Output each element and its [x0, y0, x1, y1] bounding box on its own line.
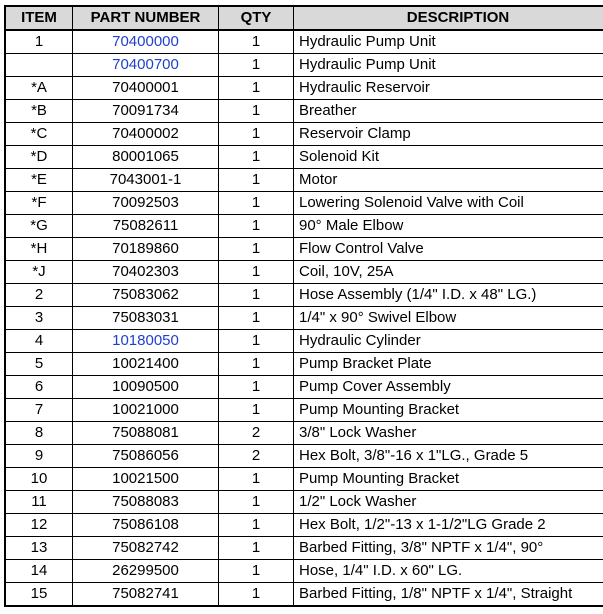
description-cell: Breather: [294, 100, 603, 123]
description-cell: Coil, 10V, 25A: [294, 261, 603, 284]
part-number-text: 10090500: [112, 378, 179, 395]
part-number-cell: [73, 583, 219, 607]
description-cell: Hose, 1/4" I.D. x 60" LG.: [294, 560, 603, 583]
qty-cell: 1: [219, 284, 294, 307]
description-cell: Hex Bolt, 3/8"-16 x 1"LG., Grade 5: [294, 445, 603, 468]
table-row: [5, 468, 603, 491]
item-cell: *E: [5, 169, 73, 192]
part-number-cell: [73, 537, 219, 560]
item-cell: *A: [5, 77, 73, 100]
part-number-cell: [73, 376, 219, 399]
table-row: [5, 330, 603, 353]
item-cell: *H: [5, 238, 73, 261]
table-row: [5, 77, 603, 100]
description-cell: Pump Mounting Bracket: [294, 468, 603, 491]
part-number-text: 75088081: [112, 424, 179, 441]
part-number-cell: [73, 514, 219, 537]
description-cell: 90° Male Elbow: [294, 215, 603, 238]
header-qty: QTY: [219, 6, 294, 30]
qty-cell: 1: [219, 583, 294, 607]
part-number-text: 10021400: [112, 355, 179, 372]
table-row: [5, 445, 603, 468]
part-number-text: 7043001-1: [109, 171, 182, 188]
description-cell: Hose Assembly (1/4" I.D. x 48" LG.): [294, 284, 603, 307]
parts-list-table: [4, 5, 603, 607]
qty-cell: 1: [219, 30, 294, 54]
qty-cell: 1: [219, 123, 294, 146]
item-cell: 6: [5, 376, 73, 399]
qty-cell: 1: [219, 192, 294, 215]
description-cell: Hydraulic Reservoir: [294, 77, 603, 100]
part-number-text: 10021500: [112, 470, 179, 487]
part-number-text: 70091734: [112, 102, 179, 119]
table-row: [5, 169, 603, 192]
header-part-number: PART NUMBER: [73, 6, 219, 30]
table-header-row: [5, 6, 603, 30]
part-number-text: 70092503: [112, 194, 179, 211]
item-cell: 7: [5, 399, 73, 422]
table-row: [5, 238, 603, 261]
qty-cell: 2: [219, 445, 294, 468]
item-cell: 15: [5, 583, 73, 607]
item-cell: 13: [5, 537, 73, 560]
description-cell: Pump Bracket Plate: [294, 353, 603, 376]
table-row: [5, 491, 603, 514]
description-cell: Pump Cover Assembly: [294, 376, 603, 399]
qty-cell: 1: [219, 146, 294, 169]
part-number-cell: [73, 422, 219, 445]
part-number-text: 75082741: [112, 585, 179, 602]
part-number-link[interactable]: [73, 54, 219, 77]
table-row: [5, 215, 603, 238]
qty-cell: 1: [219, 215, 294, 238]
qty-cell: 1: [219, 169, 294, 192]
part-number-text: 75088083: [112, 493, 179, 510]
item-cell: 3: [5, 307, 73, 330]
part-number-cell: [73, 146, 219, 169]
qty-cell: 1: [219, 537, 294, 560]
part-number-text[interactable]: 70400700: [112, 56, 179, 73]
table-row: [5, 261, 603, 284]
part-number-text: 75086056: [112, 447, 179, 464]
description-cell: Reservoir Clamp: [294, 123, 603, 146]
part-number-cell: [73, 468, 219, 491]
qty-cell: 1: [219, 399, 294, 422]
description-cell: Solenoid Kit: [294, 146, 603, 169]
part-number-text: 75083031: [112, 309, 179, 326]
part-number-cell: [73, 560, 219, 583]
description-cell: Hydraulic Pump Unit: [294, 54, 603, 77]
item-cell: *G: [5, 215, 73, 238]
part-number-cell: [73, 238, 219, 261]
qty-cell: 2: [219, 422, 294, 445]
description-cell: 1/2" Lock Washer: [294, 491, 603, 514]
item-cell: 14: [5, 560, 73, 583]
part-number-text: 26299500: [112, 562, 179, 579]
table-row: [5, 284, 603, 307]
part-number-cell: [73, 261, 219, 284]
qty-cell: 1: [219, 560, 294, 583]
qty-cell: 1: [219, 330, 294, 353]
table-row: [5, 353, 603, 376]
part-number-text: 75086108: [112, 516, 179, 533]
table-row: [5, 583, 603, 607]
table-row: [5, 514, 603, 537]
part-number-text: 80001065: [112, 148, 179, 165]
part-number-cell: [73, 307, 219, 330]
part-number-text: 75083062: [112, 286, 179, 303]
description-cell: Barbed Fitting, 3/8" NPTF x 1/4", 90°: [294, 537, 603, 560]
part-number-cell: [73, 215, 219, 238]
item-cell: 5: [5, 353, 73, 376]
table-row: [5, 422, 603, 445]
item-cell: 11: [5, 491, 73, 514]
table-row: [5, 376, 603, 399]
item-cell: *C: [5, 123, 73, 146]
part-number-text: 75082742: [112, 539, 179, 556]
qty-cell: 1: [219, 100, 294, 123]
part-number-cell: [73, 399, 219, 422]
description-cell: Hydraulic Pump Unit: [294, 30, 603, 54]
item-cell: 10: [5, 468, 73, 491]
part-number-text: 70189860: [112, 240, 179, 257]
qty-cell: 1: [219, 307, 294, 330]
part-number-cell: [73, 445, 219, 468]
table-row: [5, 307, 603, 330]
description-cell: 1/4" x 90° Swivel Elbow: [294, 307, 603, 330]
header-item: ITEM: [5, 6, 73, 30]
part-number-cell: [73, 169, 219, 192]
part-number-text: 75082611: [112, 217, 179, 234]
qty-cell: 1: [219, 77, 294, 100]
qty-cell: 1: [219, 353, 294, 376]
table-row: [5, 399, 603, 422]
part-number-cell: [73, 491, 219, 514]
description-cell: Lowering Solenoid Valve with Coil: [294, 192, 603, 215]
header-description: DESCRIPTION: [294, 6, 603, 30]
item-cell: 2: [5, 284, 73, 307]
qty-cell: 1: [219, 261, 294, 284]
table-row: [5, 192, 603, 215]
item-cell: 1: [5, 30, 73, 54]
qty-cell: 1: [219, 54, 294, 77]
qty-cell: 1: [219, 468, 294, 491]
table-row: [5, 100, 603, 123]
description-cell: Flow Control Valve: [294, 238, 603, 261]
description-cell: Motor: [294, 169, 603, 192]
description-cell: Hex Bolt, 1/2"-13 x 1-1/2"LG Grade 2: [294, 514, 603, 537]
part-number-cell: [73, 123, 219, 146]
table-row: [5, 123, 603, 146]
item-cell: *F: [5, 192, 73, 215]
item-cell: 9: [5, 445, 73, 468]
part-number-text: 70400002: [112, 125, 179, 142]
part-number-text: 70400001: [112, 79, 179, 96]
description-cell: Pump Mounting Bracket: [294, 399, 603, 422]
part-number-text: 10021000: [112, 401, 179, 418]
item-cell: *D: [5, 146, 73, 169]
part-number-cell: [73, 353, 219, 376]
item-cell: 4: [5, 330, 73, 353]
item-cell: 12: [5, 514, 73, 537]
table-body: [5, 30, 603, 606]
part-number-text[interactable]: 70400000: [112, 33, 179, 50]
part-number-cell: [73, 192, 219, 215]
qty-cell: 1: [219, 491, 294, 514]
table-row: [5, 30, 603, 54]
table-row: [5, 560, 603, 583]
qty-cell: 1: [219, 376, 294, 399]
qty-cell: 1: [219, 238, 294, 261]
part-number-link[interactable]: [73, 30, 219, 54]
qty-cell: 1: [219, 514, 294, 537]
part-number-cell: [73, 284, 219, 307]
description-cell: Barbed Fitting, 1/8" NPTF x 1/4", Straight: [294, 583, 603, 607]
item-cell: 8: [5, 422, 73, 445]
part-number-text[interactable]: 10180050: [112, 332, 179, 349]
item-cell: [5, 54, 73, 77]
item-cell: *J: [5, 261, 73, 284]
part-number-link[interactable]: [73, 330, 219, 353]
table-row: [5, 54, 603, 77]
item-cell: *B: [5, 100, 73, 123]
part-number-cell: [73, 100, 219, 123]
part-number-text: 70402303: [112, 263, 179, 280]
description-cell: 3/8" Lock Washer: [294, 422, 603, 445]
part-number-cell: [73, 77, 219, 100]
table-row: [5, 146, 603, 169]
table-row: [5, 537, 603, 560]
description-cell: Hydraulic Cylinder: [294, 330, 603, 353]
